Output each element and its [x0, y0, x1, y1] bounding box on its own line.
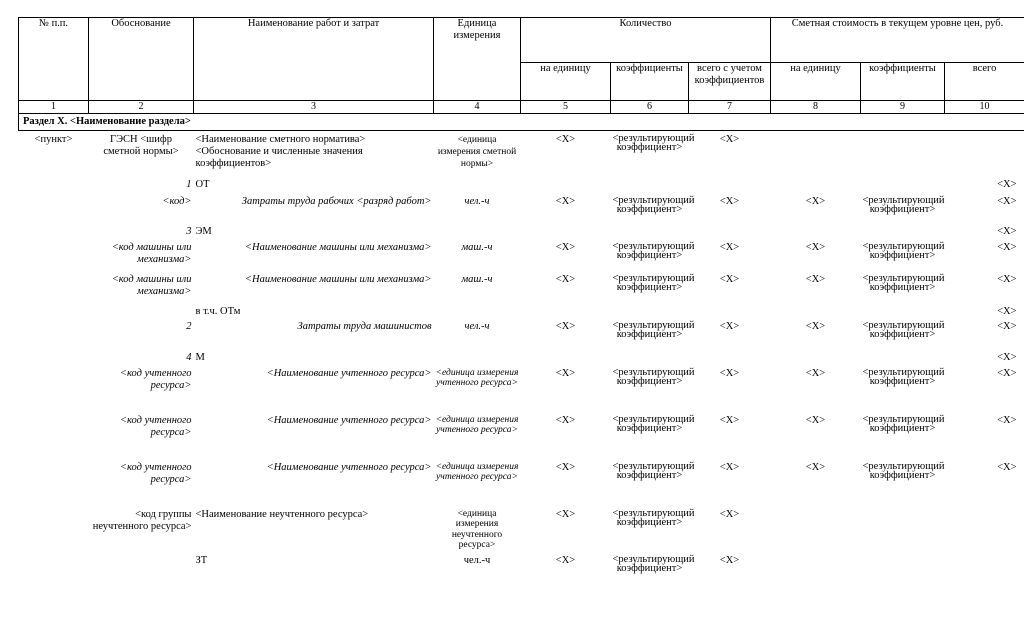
cell-cost-total: <X> — [997, 461, 1017, 473]
cell-cost-coef — [861, 306, 945, 321]
cell-cost-per-unit — [771, 352, 861, 368]
col-number: 4 — [434, 101, 521, 114]
cell-qty-coef: <результирующий коэффициент> — [612, 366, 695, 387]
cell-qty-per-unit: <X> — [555, 273, 576, 285]
cell-num — [19, 415, 89, 462]
cell-cost-coef — [861, 131, 945, 179]
cell-cost-per-unit — [771, 509, 861, 555]
cell-name: в т.ч. ОТм — [195, 305, 241, 317]
cell-name: <Наименование учтенного ресурса> — [266, 414, 432, 426]
cell-qty-coef: <результирующий коэффициент> — [612, 319, 695, 340]
cell-cost-total: <X> — [997, 225, 1017, 237]
cell-cost-per-unit: <X> — [805, 320, 826, 332]
header-qty-coef: коэффициенты — [611, 62, 689, 100]
cell-qty-per-unit: <X> — [555, 134, 576, 145]
cell-cost-per-unit: <X> — [805, 461, 826, 473]
header-qty-per-unit: на единицу — [521, 62, 611, 100]
cell-unit: чел.-ч — [464, 320, 490, 332]
cell-name: Затраты труда машинистов — [297, 320, 432, 332]
cell-basis: ГЭСН <шифр сметной нормы> — [103, 134, 179, 157]
col-number: 10 — [945, 101, 1024, 114]
table-header — [19, 18, 1024, 114]
cell-unit — [434, 352, 521, 368]
table-row — [19, 242, 1024, 274]
cell-cost-coef — [861, 555, 945, 585]
header-unit: Единица измерения — [434, 18, 521, 101]
cell-qty-total — [689, 306, 771, 321]
cell-basis: 1 — [186, 178, 192, 190]
cell-qty-coef: <результирующий коэффициент> — [612, 460, 695, 481]
cell-num — [19, 555, 89, 585]
cell-qty-per-unit: <X> — [555, 195, 576, 207]
table-body — [19, 131, 1024, 585]
col-number: 3 — [194, 101, 434, 114]
cell-unit: <единица измерения учтенного ресурса> — [435, 414, 519, 435]
cell-cost-per-unit — [771, 131, 861, 179]
cell-qty-total: <X> — [719, 367, 740, 379]
cell-num — [19, 196, 89, 226]
cell-num: <пункт> — [34, 134, 73, 145]
table-row — [19, 321, 1024, 352]
header-numbers-row — [19, 101, 1024, 114]
table-row — [19, 274, 1024, 306]
cell-unit: чел.-ч — [464, 195, 490, 207]
cell-qty-total: <X> — [719, 508, 740, 520]
cell-cost-per-unit: <X> — [805, 273, 826, 285]
table-row — [19, 306, 1024, 321]
cell-qty-per-unit: <X> — [555, 414, 576, 426]
col-number: 9 — [861, 101, 945, 114]
header-cost-total: всего — [945, 62, 1024, 100]
cell-cost-total: <X> — [997, 414, 1017, 426]
cell-cost-coef — [861, 179, 945, 196]
header-cost: Сметная стоимость в текущем уровне цен, руб. — [771, 18, 1024, 63]
cell-qty-coef: <результирующий коэффициент> — [612, 507, 695, 528]
section-title: Раздел X. <Наименование раздела> — [19, 114, 1024, 131]
cell-cost-per-unit: <X> — [805, 195, 826, 207]
cell-cost-total — [945, 555, 1024, 585]
cell-num — [19, 509, 89, 555]
cell-name: Затраты труда рабочих <разряд работ> — [241, 195, 432, 207]
cell-qty-total: <X> — [719, 414, 740, 426]
cell-unit: маш.-ч — [461, 241, 493, 253]
cell-qty-coef: <результирующий коэффициент> — [612, 194, 695, 215]
estimate-sheet — [18, 17, 1024, 585]
cell-cost-per-unit — [771, 226, 861, 242]
table-row — [19, 415, 1024, 462]
cell-qty-per-unit: <X> — [555, 508, 576, 520]
cell-num — [19, 462, 89, 509]
header-name: Наименование работ и затрат — [194, 18, 434, 101]
cell-cost-per-unit: <X> — [805, 241, 826, 253]
cell-unit: <единица измерения учтенного ресурса> — [435, 367, 519, 388]
cell-qty-per-unit: <X> — [555, 241, 576, 253]
table-row — [19, 462, 1024, 509]
cell-qty-per-unit — [521, 226, 611, 242]
cell-unit: <единица измерения учтенного ресурса> — [435, 461, 519, 482]
cell-num — [19, 226, 89, 242]
col-number: 7 — [689, 101, 771, 114]
cell-name: <Наименование неучтенного ресурса> — [195, 508, 369, 520]
cell-basis: <код учтенного ресурса> — [119, 367, 192, 391]
cell-cost-total: <X> — [997, 367, 1017, 379]
cell-num — [19, 274, 89, 306]
cell-qty-total: <X> — [719, 195, 740, 207]
cell-cost-per-unit: <X> — [805, 367, 826, 379]
cell-cost-total: <X> — [997, 305, 1017, 317]
cell-num — [19, 368, 89, 415]
cell-num — [19, 321, 89, 352]
cell-qty-per-unit — [521, 306, 611, 321]
cell-qty-total: <X> — [719, 273, 740, 285]
col-number: 5 — [521, 101, 611, 114]
cell-cost-total: <X> — [997, 320, 1017, 332]
table-row — [19, 226, 1024, 242]
cell-cost-coef: <результирующий коэффициент> — [862, 319, 945, 340]
table-row — [19, 131, 1024, 179]
cell-cost-total: <X> — [997, 241, 1017, 253]
cell-cost-coef — [861, 226, 945, 242]
cell-num — [19, 242, 89, 274]
cell-cost-coef: <результирующий коэффициент> — [862, 460, 945, 481]
cell-basis: 4 — [186, 351, 192, 363]
cell-basis: <код учтенного ресурса> — [119, 461, 192, 485]
cell-cost-total — [945, 131, 1024, 179]
cell-cost-coef — [861, 352, 945, 368]
cell-name: <Наименование сметного норматива> <Обоснование и численные значения коэффициентов> — [195, 134, 366, 169]
cell-qty-coef — [611, 226, 689, 242]
col-number: 6 — [611, 101, 689, 114]
cell-name: ЭМ — [195, 225, 212, 237]
col-number: 8 — [771, 101, 861, 114]
cell-cost-per-unit — [771, 306, 861, 321]
cell-cost-coef: <результирующий коэффициент> — [862, 194, 945, 215]
cell-basis: <код учтенного ресурса> — [119, 414, 192, 438]
cell-qty-coef: <результирующий коэффициент> — [612, 133, 695, 153]
cell-qty-coef — [611, 352, 689, 368]
cell-unit: <единица измерения неучтенного ресурса> — [451, 508, 503, 550]
cell-cost-total: <X> — [997, 195, 1017, 207]
table-row — [19, 352, 1024, 368]
cell-cost-coef: <результирующий коэффициент> — [862, 366, 945, 387]
cell-qty-coef: <результирующий коэффициент> — [612, 413, 695, 434]
col-number: 2 — [89, 101, 194, 114]
cell-qty-coef: <результирующий коэффициент> — [612, 240, 695, 261]
cell-qty-total: <X> — [719, 461, 740, 473]
header-num: № п.п. — [19, 18, 89, 101]
cell-cost-per-unit: <X> — [805, 414, 826, 426]
cell-unit — [434, 226, 521, 242]
cell-basis: <код группы неучтенного ресурса> — [92, 508, 192, 532]
cell-name: <Наименование учтенного ресурса> — [266, 461, 432, 473]
header-qty-total: всего с учетом коэффициентов — [689, 62, 771, 100]
cell-cost-total — [945, 509, 1024, 555]
cell-qty-coef — [611, 306, 689, 321]
cell-qty-per-unit: <X> — [555, 367, 576, 379]
cell-name: <Наименование машины или механизма> — [244, 273, 432, 285]
table-row — [19, 509, 1024, 555]
table-row — [19, 368, 1024, 415]
cell-qty-per-unit: <X> — [555, 554, 576, 566]
cell-basis: 3 — [186, 225, 192, 237]
table-row — [19, 555, 1024, 585]
cell-qty-total — [689, 226, 771, 242]
cell-cost-total: <X> — [997, 351, 1017, 363]
cell-qty-total — [689, 352, 771, 368]
cell-qty-total: <X> — [719, 320, 740, 332]
cell-name: М — [195, 351, 205, 363]
cell-num — [19, 306, 89, 321]
cell-num — [19, 179, 89, 196]
col-number: 1 — [19, 101, 89, 114]
cell-basis: <код машины или механизма> — [111, 273, 192, 297]
cell-cost-coef — [861, 509, 945, 555]
cell-cost-coef: <результирующий коэффициент> — [862, 272, 945, 293]
cell-qty-total: <X> — [719, 134, 740, 145]
cell-qty-total — [689, 179, 771, 196]
cell-name: ОТ — [195, 178, 210, 190]
cell-cost-per-unit — [771, 179, 861, 196]
cell-basis: 2 — [186, 320, 192, 332]
cell-unit: маш.-ч — [461, 273, 493, 285]
estimate-table — [18, 17, 1024, 585]
cell-qty-per-unit: <X> — [555, 461, 576, 473]
cell-num — [19, 352, 89, 368]
cell-qty-coef — [611, 179, 689, 196]
cell-unit — [434, 179, 521, 196]
cell-cost-total: <X> — [997, 178, 1017, 190]
header-basis: Обоснование — [89, 18, 194, 101]
cell-cost-per-unit — [771, 555, 861, 585]
header-cost-coef: коэффициенты — [861, 62, 945, 100]
table-row — [19, 179, 1024, 196]
cell-unit: <единица измерения сметной нормы> — [437, 135, 517, 169]
header-quantity: Количество — [521, 18, 771, 63]
cell-name: ЗТ — [195, 554, 208, 566]
cell-cost-coef: <результирующий коэффициент> — [862, 240, 945, 261]
cell-qty-total: <X> — [719, 554, 740, 566]
cell-qty-per-unit — [521, 179, 611, 196]
cell-unit: чел.-ч — [463, 554, 491, 566]
cell-basis: <код> — [162, 195, 192, 207]
cell-basis — [89, 555, 194, 585]
header-cost-per-unit: на единицу — [771, 62, 861, 100]
cell-name: <Наименование машины или механизма> — [244, 241, 432, 253]
cell-qty-per-unit: <X> — [555, 320, 576, 332]
cell-qty-coef: <результирующий коэффициент> — [612, 272, 695, 293]
cell-basis: <код машины или механизма> — [111, 241, 192, 265]
cell-name: <Наименование учтенного ресурса> — [266, 367, 432, 379]
cell-qty-coef: <результирующий коэффициент> — [612, 553, 695, 574]
table-row — [19, 196, 1024, 226]
cell-basis — [89, 306, 194, 321]
cell-cost-total: <X> — [997, 273, 1017, 285]
cell-cost-coef: <результирующий коэффициент> — [862, 413, 945, 434]
cell-qty-per-unit — [521, 352, 611, 368]
cell-unit — [434, 306, 521, 321]
cell-qty-total: <X> — [719, 241, 740, 253]
